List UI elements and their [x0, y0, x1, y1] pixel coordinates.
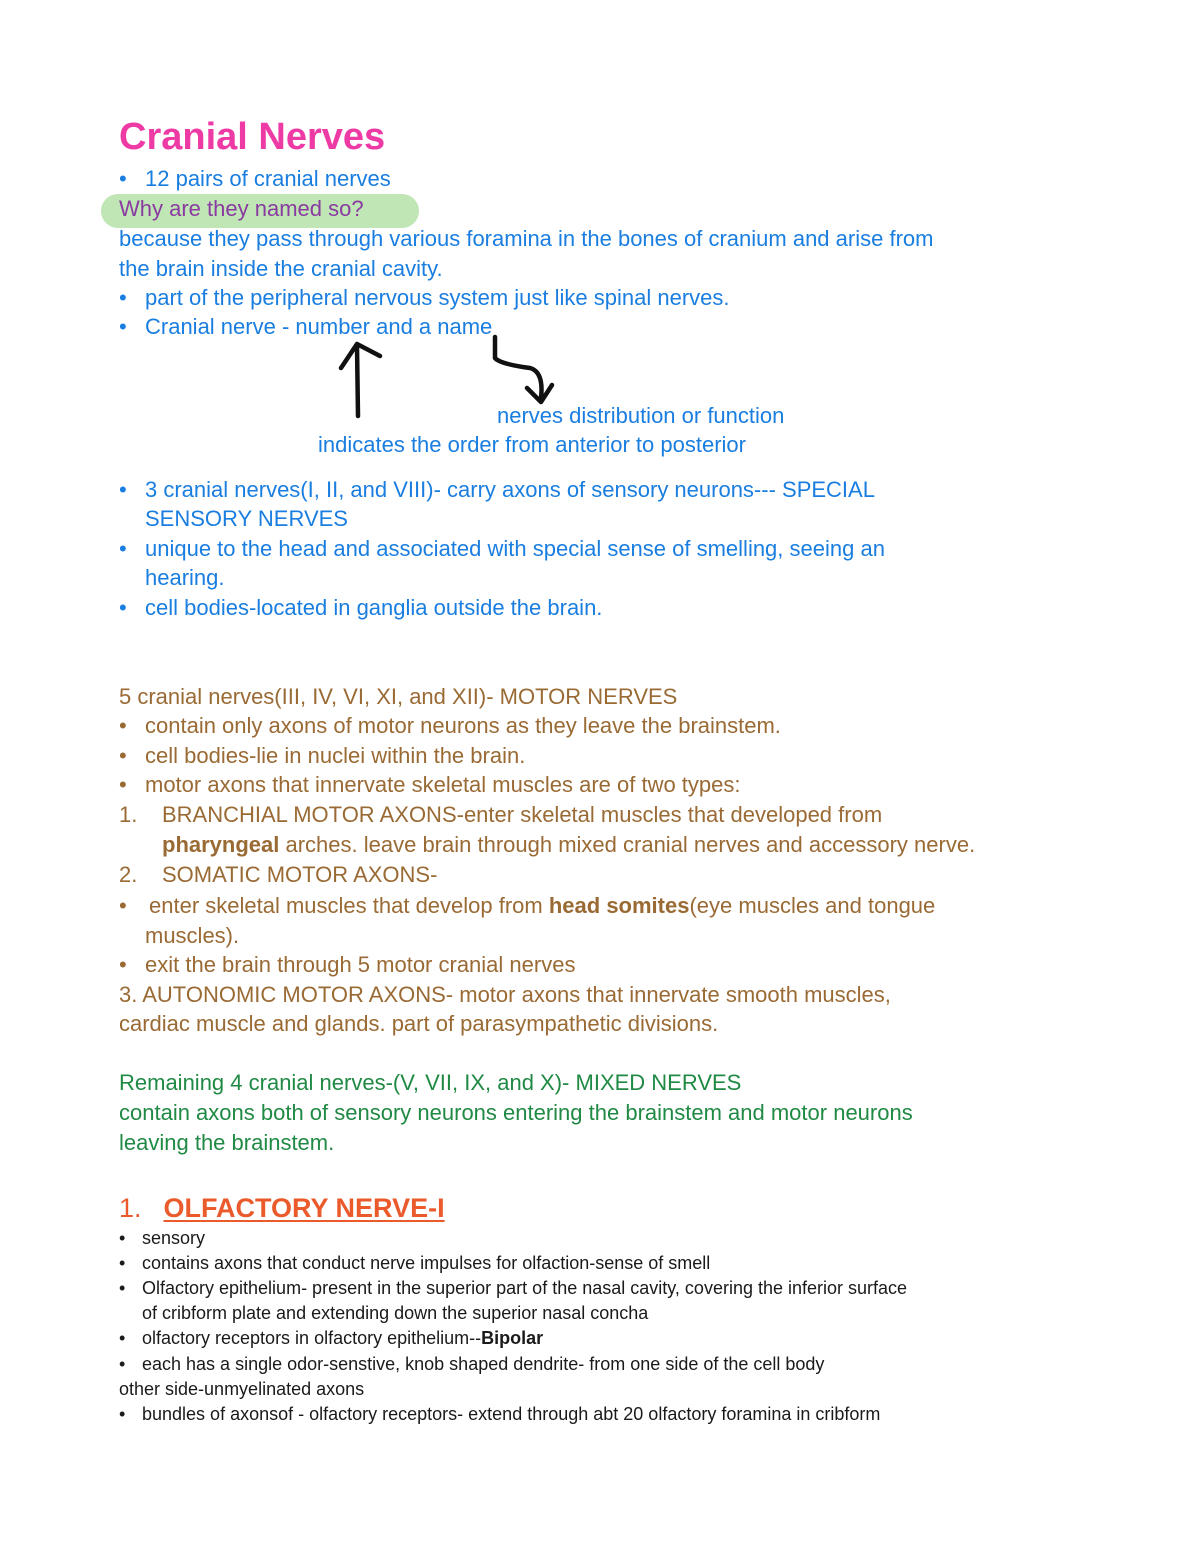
- bullet-marker: •: [119, 952, 127, 977]
- sensory-bullet3: cell bodies-located in ganglia outside the brain.: [145, 595, 603, 620]
- head-somites-bold: head somites: [548, 893, 690, 918]
- bullet-marker: •: [119, 477, 127, 502]
- motor-num1: 1.: [119, 802, 138, 827]
- olfactory-bullet4-pre: olfactory receptors in olfactory epithelium--: [142, 1328, 482, 1348]
- olfactory-bullet5: each has a single odor-senstive, knob shaped dendrite- from one side of the cell body: [142, 1354, 825, 1374]
- sensory-bullet2-line1: unique to the head and associated with special sense of smelling, seeing an: [145, 536, 885, 561]
- up-arrow-icon: [341, 344, 380, 416]
- motor-num2-text: SOMATIC MOTOR AXONS-: [162, 862, 438, 887]
- bullet-marker: •: [119, 1278, 126, 1298]
- bullet-marker: •: [119, 743, 127, 768]
- pharyngeal-bold: pharyngeal: [162, 832, 280, 857]
- intro-answer-line1: because they pass through various foramina in the bones of cranium and arise from: [119, 226, 934, 251]
- bullet-marker: •: [119, 536, 127, 561]
- intro-bullet-pairs: 12 pairs of cranial nerves: [145, 166, 391, 191]
- somatic-bullet1-line2: muscles).: [145, 923, 240, 948]
- olfactory-title: OLFACTORY NERVE-I: [163, 1193, 445, 1223]
- bullet-marker: •: [119, 772, 127, 797]
- somatic-bullet1-post: (eye muscles and tongue: [689, 893, 936, 918]
- olfactory-heading: [119, 1192, 445, 1224]
- olfactory-bullet1: sensory: [142, 1228, 206, 1248]
- bipolar-bold: Bipolar: [481, 1328, 544, 1348]
- motor-bullet3: motor axons that innervate skeletal muscles are of two types:: [145, 772, 741, 797]
- bullet-marker: •: [119, 1404, 126, 1424]
- olfactory-number: 1.: [119, 1193, 142, 1223]
- motor-num1-line1: BRANCHIAL MOTOR AXONS-enter skeletal muscles that developed from: [162, 802, 883, 827]
- curved-arrow-icon: [495, 337, 552, 402]
- somatic-bullet1-line1: [149, 893, 935, 919]
- intro-bullet-peripheral: part of the peripheral nervous system just like spinal nerves.: [145, 285, 730, 310]
- olfactory-bullet3-line2: of cribform plate and extending down the superior nasal concha: [142, 1303, 649, 1323]
- olfactory-bullet5-line2: other side-unmyelinated axons: [119, 1379, 365, 1399]
- olfactory-bullet2: contains axons that conduct nerve impulses for olfaction-sense of smell: [142, 1253, 711, 1273]
- bullet-marker: •: [119, 595, 127, 620]
- bullet-marker: •: [119, 166, 127, 191]
- mixed-heading: Remaining 4 cranial nerves-(V, VII, IX, and X)- MIXED NERVES: [119, 1070, 742, 1095]
- motor-bullet1: contain only axons of motor neurons as they leave the brainstem.: [145, 713, 781, 738]
- sensory-bullet2-line2: hearing.: [145, 565, 225, 590]
- sensory-bullet1-line1: 3 cranial nerves(I, II, and VIII)- carry axons of sensory neurons--- SPECIAL: [145, 477, 875, 502]
- bullet-marker: •: [119, 1354, 126, 1374]
- intro-question: Why are they named so?: [119, 196, 364, 221]
- bullet-marker: •: [119, 1328, 126, 1348]
- intro-bullet-number-name: Cranial nerve - number and a name: [145, 314, 493, 339]
- bullet-marker: •: [119, 1253, 126, 1273]
- motor-num1-line2-rest: arches. leave brain through mixed cranial nerves and accessory nerve.: [279, 832, 976, 857]
- bullet-marker: •: [119, 1228, 126, 1248]
- mixed-line2: leaving the brainstem.: [119, 1130, 335, 1155]
- mixed-line1: contain axons both of sensory neurons entering the brainstem and motor neurons: [119, 1100, 913, 1125]
- motor-heading: 5 cranial nerves(III, IV, VI, XI, and XII)- MOTOR NERVES: [119, 684, 678, 709]
- bullet-marker: •: [119, 314, 127, 339]
- annotation-function: nerves distribution or function: [497, 403, 785, 428]
- olfactory-bullet4: [142, 1327, 543, 1349]
- autonomic-line2: cardiac muscle and glands. part of parasympathetic divisions.: [119, 1011, 719, 1036]
- annotation-order: indicates the order from anterior to posterior: [318, 432, 746, 457]
- intro-answer-line2: the brain inside the cranial cavity.: [119, 256, 443, 281]
- sensory-bullet1-line2: SENSORY NERVES: [145, 506, 348, 531]
- somatic-bullet2: exit the brain through 5 motor cranial nerves: [145, 952, 576, 977]
- bullet-marker: •: [119, 285, 127, 310]
- bullet-marker: •: [119, 893, 127, 918]
- olfactory-bullet3-line1: Olfactory epithelium- present in the superior part of the nasal cavity, covering the inferior surface: [142, 1278, 908, 1298]
- autonomic-line1: 3. AUTONOMIC MOTOR AXONS- motor axons that innervate smooth muscles,: [119, 982, 891, 1007]
- somatic-bullet1-pre: enter skeletal muscles that develop from: [149, 893, 549, 918]
- bullet-marker: •: [119, 713, 127, 738]
- motor-num1-line2: [162, 832, 975, 858]
- page-title: Cranial Nerves: [119, 116, 386, 158]
- motor-num2: 2.: [119, 862, 138, 887]
- olfactory-bullet6: bundles of axonsof - olfactory receptors- extend through abt 20 olfactory foramina in cribform: [142, 1404, 881, 1424]
- motor-bullet2: cell bodies-lie in nuclei within the brain.: [145, 743, 526, 768]
